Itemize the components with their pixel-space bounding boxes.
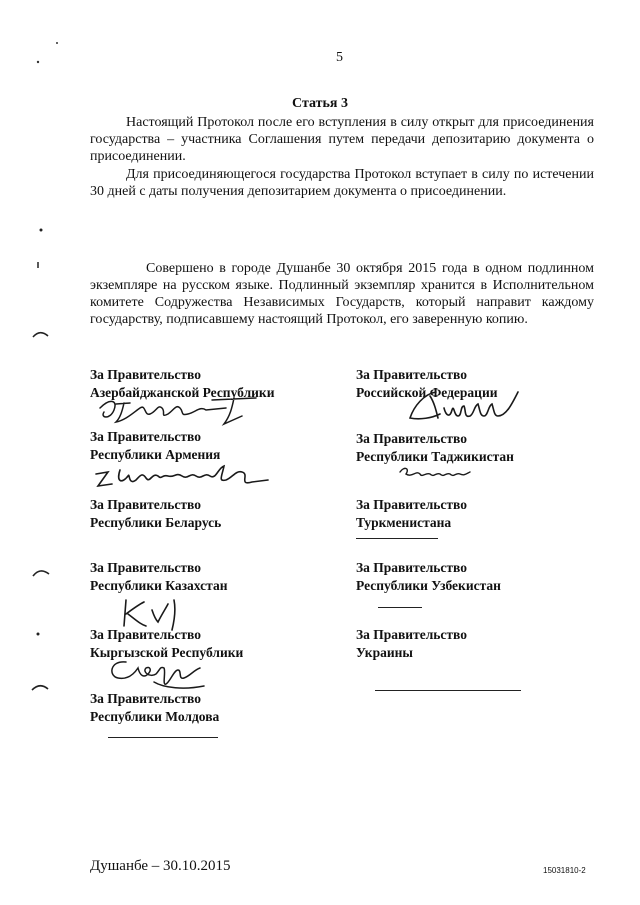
signatory-tajikistan: За Правительство Республики Таджикистан [356,431,514,464]
article-title: Статья 3 [292,96,348,111]
signature-line-uzbekistan [378,607,422,608]
signatory-uzbekistan: За Правительство Республики Узбекистан [356,560,501,593]
signature-azerbaijan [96,394,266,428]
signature-kyrgyzstan [104,656,214,696]
footer-document-code: 15031810-2 [543,866,586,875]
article-paragraph-1: Настоящий Протокол после его вступления в силу открыт для присоединения государства – участника Соглашения путем передачи депозитарию документа о присоединении. [90,115,594,164]
signatory-kazakhstan: За Правительство Республики Казахстан [90,560,228,593]
signatory-moldova: За Правительство Республики Молдова [90,691,220,724]
closing-paragraph: Совершено в городе Душанбе 30 октября 2015 года в одном подлинном экземпляре на русском языке. Подлинный экземпляр хранится в Исполнительном комитете Содружества Независимых Государств, который направит каждому государству, подписавшему настоящий Протокол, его заверенную копию. [90,261,594,327]
page-number: 5 [336,50,343,65]
signature-line-ukraine [375,690,521,691]
signature-kazakhstan [118,596,198,632]
signatory-kyrgyzstan: За Правительство Кыргызской Республики [90,627,244,660]
signature-russia [400,388,530,428]
signatory-armenia: За Правительство Республики Армения [90,429,221,462]
signature-armenia [92,460,272,492]
signature-tajikistan [394,462,474,488]
article-paragraph-2: Для присоединяющегося государства Протокол вступает в силу по истечении 30 дней с даты получения депозитарием документа о присоединении. [90,167,594,199]
signatory-turkmenistan: За Правительство Туркменистана [356,497,467,530]
signature-line-moldova [108,737,218,738]
signatory-azerbaijan: За Правительство Азербайджанской Республики [90,367,275,400]
footer-city-date: Душанбе – 30.10.2015 [90,858,231,874]
signatory-ukraine: За Правительство Украины [356,627,467,660]
signatory-belarus: За Правительство Республики Беларусь [90,497,222,530]
signatory-russia: За Правительство Российской Федерации [356,367,498,400]
signature-line-turkmenistan [356,538,438,539]
